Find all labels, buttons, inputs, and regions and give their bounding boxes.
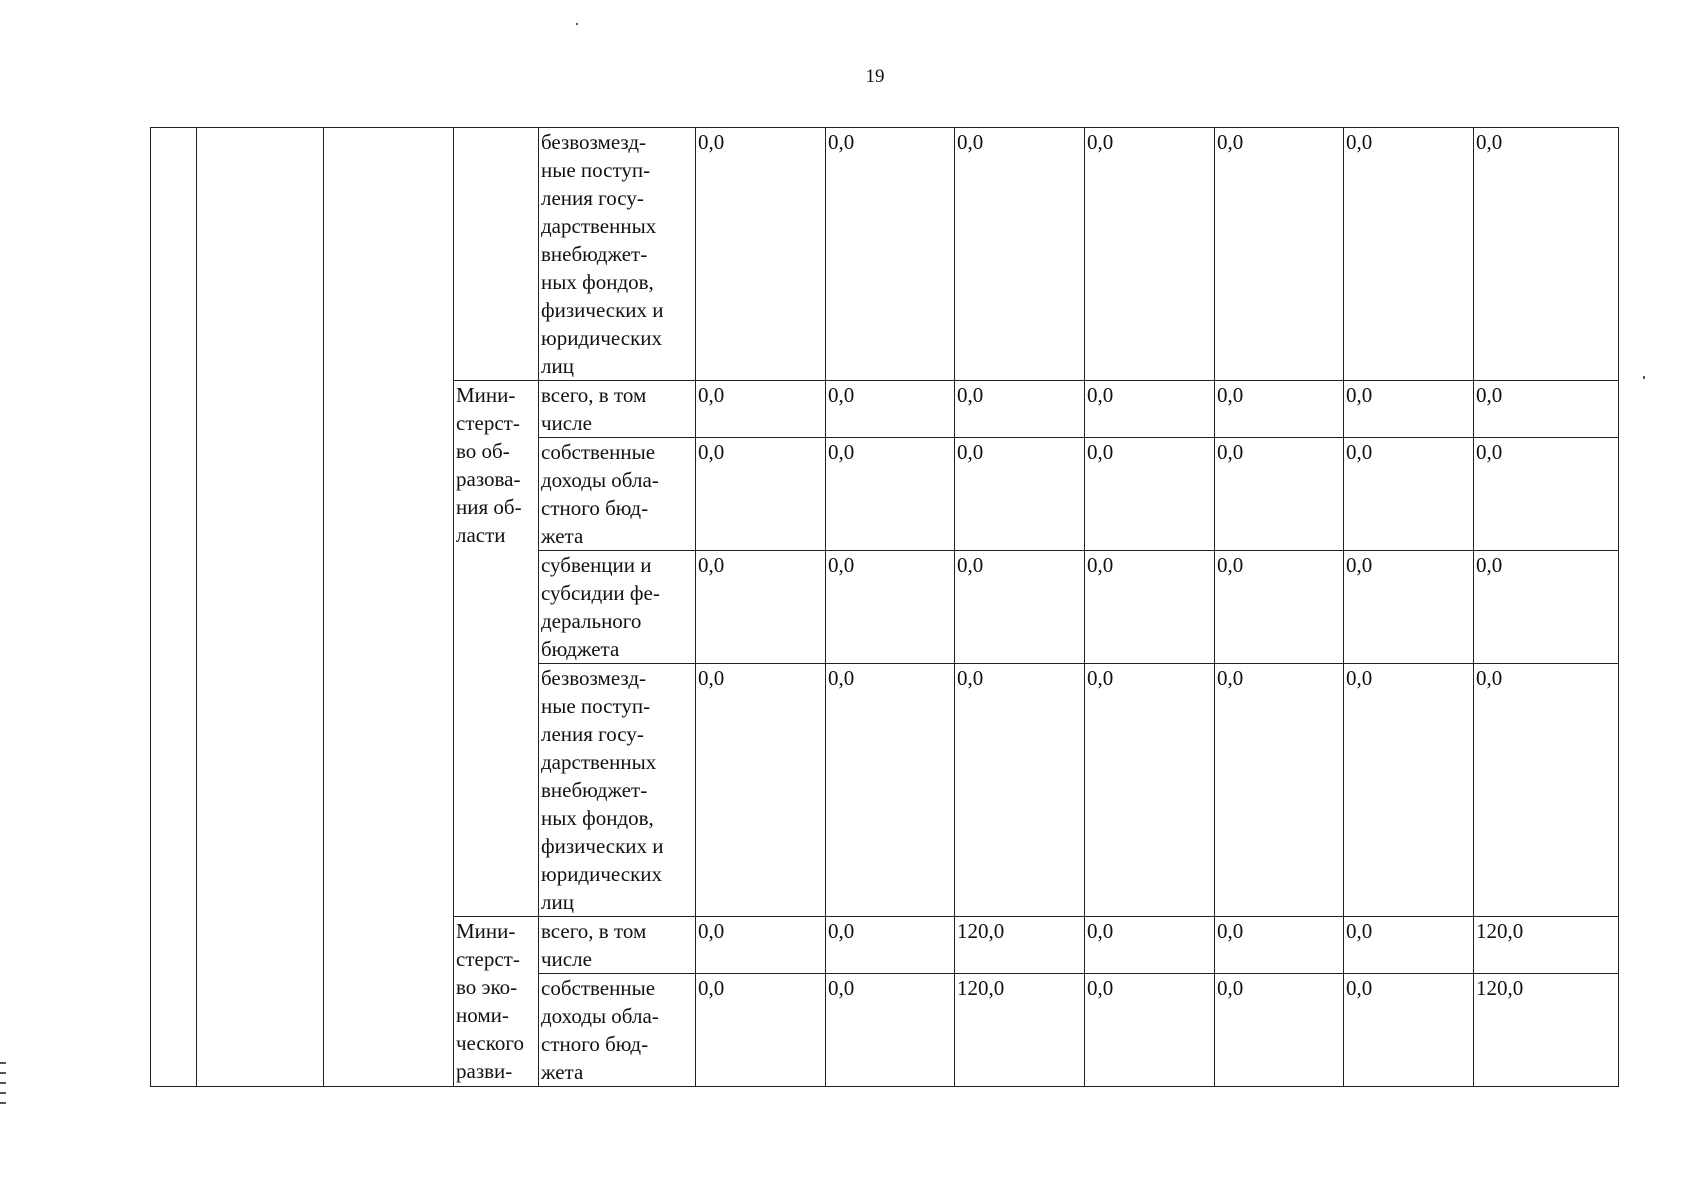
binding-mark xyxy=(0,1072,6,1074)
value-cell: 120,0 xyxy=(1474,974,1619,1087)
value-cell: 0,0 xyxy=(1085,551,1215,664)
value-cell: 0,0 xyxy=(826,438,955,551)
value-cell: 0,0 xyxy=(1215,917,1344,974)
source-cell: безвозмезд- ные поступ- ления госу- дарственных внебюджет- ных фондов, физических и юридических лиц xyxy=(539,664,696,917)
source-cell: собственные доходы обла- стного бюд- жета xyxy=(539,974,696,1087)
value-cell: 0,0 xyxy=(1344,381,1474,438)
value-cell: 0,0 xyxy=(1344,438,1474,551)
value-cell: 0,0 xyxy=(1344,128,1474,381)
value-cell: 0,0 xyxy=(696,551,826,664)
agency-cell xyxy=(454,128,539,381)
value-cell: 0,0 xyxy=(696,664,826,917)
value-cell: 0,0 xyxy=(696,974,826,1087)
value-cell: 0,0 xyxy=(1215,974,1344,1087)
value-cell: 0,0 xyxy=(696,438,826,551)
blank-column-3 xyxy=(324,128,454,1087)
value-cell: 0,0 xyxy=(1085,664,1215,917)
value-cell: 0,0 xyxy=(1215,128,1344,381)
blank-column-2 xyxy=(197,128,324,1087)
value-cell: 0,0 xyxy=(955,128,1085,381)
value-cell: 0,0 xyxy=(1344,974,1474,1087)
scan-mark xyxy=(1643,376,1645,379)
value-cell: 0,0 xyxy=(696,381,826,438)
value-cell: 0,0 xyxy=(1085,917,1215,974)
value-cell: 0,0 xyxy=(1085,438,1215,551)
value-cell: 0,0 xyxy=(1344,917,1474,974)
page-number: 19 xyxy=(865,66,885,87)
source-cell: собственные доходы обла- стного бюд- жета xyxy=(539,438,696,551)
source-cell: всего, в том числе xyxy=(539,381,696,438)
scan-mark xyxy=(576,23,578,25)
agency-cell: Мини- стерст- во эко- номи- ческого разви- xyxy=(454,917,539,1087)
value-cell: 120,0 xyxy=(955,974,1085,1087)
value-cell: 0,0 xyxy=(1085,974,1215,1087)
value-cell: 0,0 xyxy=(1085,128,1215,381)
value-cell: 0,0 xyxy=(1215,381,1344,438)
value-cell: 0,0 xyxy=(1474,438,1619,551)
value-cell: 0,0 xyxy=(826,974,955,1087)
value-cell: 0,0 xyxy=(1474,664,1619,917)
value-cell: 0,0 xyxy=(1474,551,1619,664)
table-row xyxy=(151,128,1619,381)
value-cell: 0,0 xyxy=(1474,381,1619,438)
value-cell: 0,0 xyxy=(696,128,826,381)
binding-mark xyxy=(0,1102,6,1104)
source-cell: субвенции и субсидии фе- дерального бюджета xyxy=(539,551,696,664)
blank-column-1 xyxy=(151,128,197,1087)
source-cell: всего, в том числе xyxy=(539,917,696,974)
value-cell: 0,0 xyxy=(1474,128,1619,381)
binding-mark xyxy=(0,1082,6,1084)
value-cell: 0,0 xyxy=(826,551,955,664)
value-cell: 0,0 xyxy=(1215,551,1344,664)
value-cell: 0,0 xyxy=(1085,381,1215,438)
value-cell: 120,0 xyxy=(955,917,1085,974)
value-cell: 0,0 xyxy=(955,381,1085,438)
value-cell: 0,0 xyxy=(955,438,1085,551)
value-cell: 0,0 xyxy=(696,917,826,974)
value-cell: 0,0 xyxy=(1344,551,1474,664)
value-cell: 0,0 xyxy=(955,664,1085,917)
value-cell: 0,0 xyxy=(1344,664,1474,917)
agency-cell: Мини- стерст- во об- разова- ния об- ласти xyxy=(454,381,539,917)
value-cell: 0,0 xyxy=(1215,438,1344,551)
value-cell: 0,0 xyxy=(1215,664,1344,917)
value-cell: 0,0 xyxy=(955,551,1085,664)
value-cell: 0,0 xyxy=(826,664,955,917)
binding-mark xyxy=(0,1092,6,1094)
value-cell: 0,0 xyxy=(826,917,955,974)
source-cell: безвозмезд- ные поступ- ления госу- дарственных внебюджет- ных фондов, физических и юридических лиц xyxy=(539,128,696,381)
binding-mark xyxy=(0,1062,6,1064)
value-cell: 0,0 xyxy=(826,128,955,381)
value-cell: 120,0 xyxy=(1474,917,1619,974)
budget-table xyxy=(150,127,1619,1087)
value-cell: 0,0 xyxy=(826,381,955,438)
